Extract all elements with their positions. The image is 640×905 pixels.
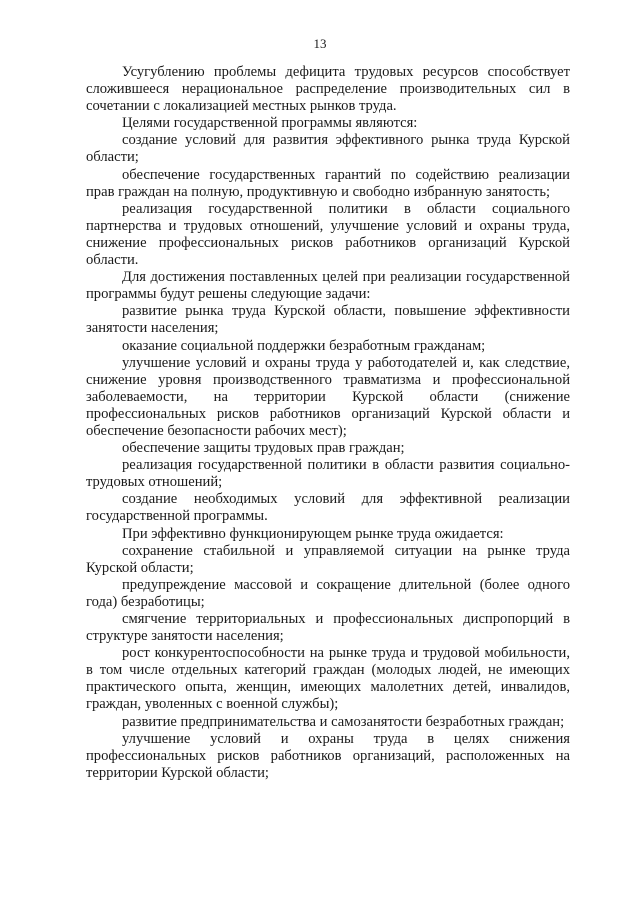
paragraph: При эффективно функционирующем рынке труда ожидается: [122, 525, 504, 542]
paragraph: оказание социальной поддержки безработным гражданам; [122, 337, 486, 354]
paragraph: улучшение условий и охраны труда у работодателей и, как следствие, снижение уровня производственного травматизма и профессиональной заболеваемости, на территории Курской области (снижение профессиональных рисков работников организаций Курской области и обеспечение безопасности рабочих мест); [86, 354, 570, 439]
paragraph: реализация государственной политики в области социального партнерства и трудовых отношений, улучшение условий и охраны труда, снижение профессиональных рисков работников организаций Курской области. [86, 200, 570, 269]
paragraph: развитие рынка труда Курской области, повышение эффективности занятости населения; [86, 303, 570, 337]
paragraph: Для достижения поставленных целей при реализации государственной программы будут решены следующие задачи: [86, 269, 570, 303]
body-text [86, 64, 570, 782]
paragraph: предупреждение массовой и сокращение длительной (более одного года) безработицы; [86, 576, 570, 610]
paragraph: сохранение стабильной и управляемой ситуации на рынке труда Курской области; [86, 542, 570, 576]
paragraph: создание условий для развития эффективного рынка труда Курской области; [86, 132, 570, 166]
paragraph: развитие предпринимательства и самозанятости безработных граждан; [122, 713, 565, 730]
paragraph: создание необходимых условий для эффективной реализации государственной программы. [86, 491, 570, 525]
paragraph: улучшение условий и охраны труда в целях снижения профессиональных рисков работников организаций, расположенных на территории Курской области; [86, 730, 570, 781]
paragraph: Усугублению проблемы дефицита трудовых ресурсов способствует сложившееся нерациональное распределение производительных сил в сочетании с локализацией местных рынков труда. [86, 64, 570, 115]
page-number: 13 [313, 36, 327, 51]
paragraph: обеспечение защиты трудовых прав граждан; [122, 440, 405, 457]
paragraph: рост конкурентоспособности на рынке труда и трудовой мобильности, в том числе отдельных категорий граждан (молодых людей, не имеющих практического опыта, женщин, имеющих малолетних детей, инвалидов, граждан, уволенных с военной службы); [86, 645, 570, 713]
paragraph: реализация государственной политики в области развития социально-трудовых отношений; [86, 457, 570, 491]
paragraph: Целями государственной программы являются: [122, 115, 418, 132]
paragraph: смягчение территориальных и профессиональных диспропорций в структуре занятости населения; [86, 611, 570, 645]
paragraph: обеспечение государственных гарантий по содействию реализации прав граждан на полную, продуктивную и свободно избранную занятость; [86, 166, 570, 200]
